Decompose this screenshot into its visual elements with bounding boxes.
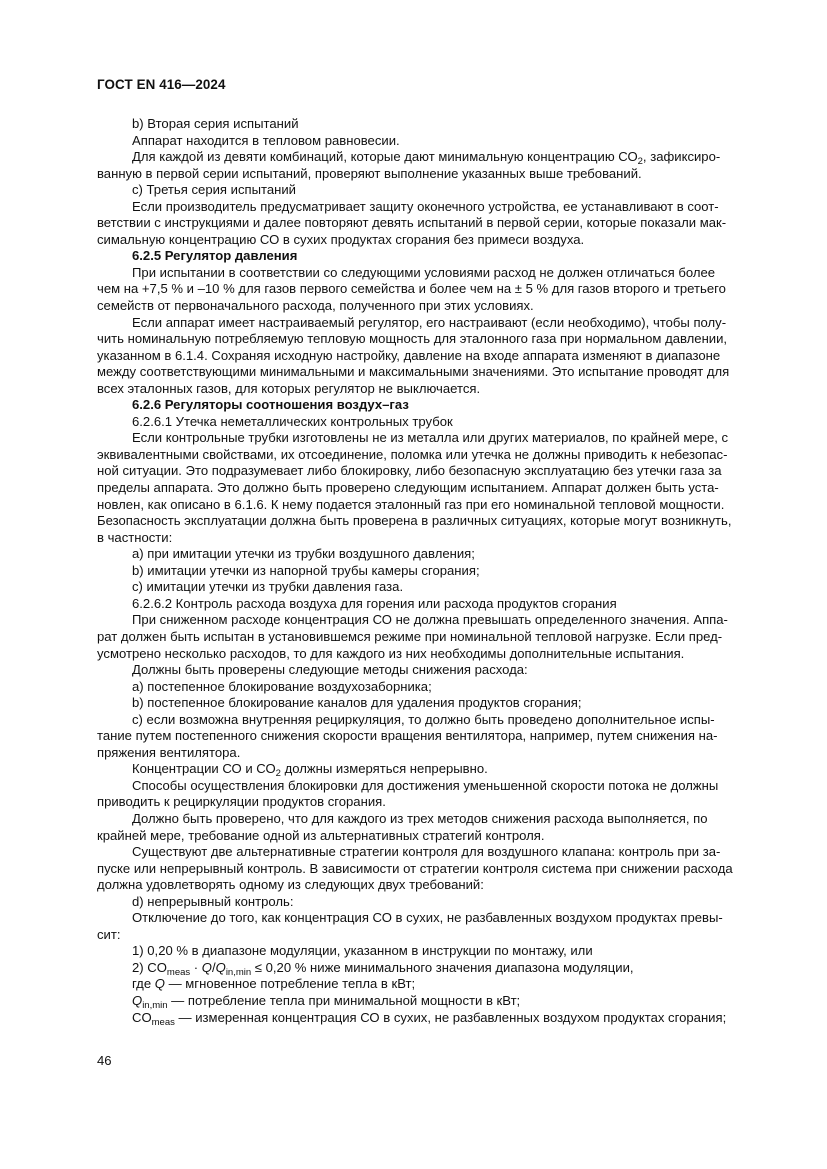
subscript: in,min (142, 999, 168, 1011)
text-run: должны измеряться непрерывно. (280, 761, 488, 777)
text-run: — мгновенное потребление тепла в кВт; (164, 976, 416, 992)
text-run: , зафиксиро- (642, 149, 721, 165)
paragraph: Должно быть проверено, что для каждого из трех методов снижения расхода выполняется, по (132, 810, 708, 826)
paragraph: указанном в 6.1.4. Сохраняя исходную настройку, давление на входе аппарата изменяют в диапазоне (97, 347, 721, 363)
subscript: meas (166, 966, 191, 978)
list-item: c) если возможна внутренняя рециркуляция, то должно быть проведено дополнительное испы- (132, 711, 715, 727)
subscript: in,min (225, 966, 252, 978)
page-number: 46 (97, 1053, 112, 1068)
section-heading-6-2-5: 6.2.5 Регулятор давления (132, 248, 298, 264)
text-run: — измеренная концентрация СО в сухих, не разбавленных воздухом продуктах сгорания; (174, 1009, 727, 1025)
list-item: b) имитации утечки из напорной трубы камеры сгорания; (132, 562, 480, 578)
variable-q: Q (154, 976, 165, 992)
paragraph: между соответствующими минимальными и максимальными значениями. Это испытание проводят для (97, 364, 730, 380)
paragraph: чем на +7,5 % и –10 % для газов первого семейства и более чем на ± 5 % для газов второго и третьего (97, 281, 726, 297)
paragraph: пуске или непрерывный контроль. В зависимости от стратегии контроля система при снижении расхода (97, 860, 733, 876)
list-item: b) постепенное блокирование каналов для удаления продуктов сгорания; (132, 695, 582, 711)
paragraph: усмотрено несколько расходов, то для каждого из них необходимы дополнительные испытания. (97, 645, 685, 661)
text-run: Для каждой из девяти комбинаций, которые дают минимальную концентрацию СО (132, 149, 638, 165)
paragraph: Безопасность эксплуатации должна быть проверена в различных ситуациях, которые могут возникнуть, (97, 513, 732, 529)
subscript: meas (151, 1016, 175, 1028)
paragraph (97, 149, 768, 166)
subscript: 2 (637, 156, 643, 168)
paragraph: Способы осуществления блокировки для достижения уменьшенной скорости потока не должны (132, 777, 719, 793)
text-run: — потребление тепла при минимальной мощности в кВт; (167, 992, 521, 1008)
paragraph: пряжения вентилятора. (97, 744, 241, 760)
text-run: ≤ 0,20 % ниже минимального значения диапазона модуляции, (251, 959, 634, 975)
paragraph: Существуют две альтернативные стратегии контроля для воздушного клапана: контроль при за- (132, 844, 721, 860)
paragraph: семейств от первоначального расхода, полученного при этих условиях. (97, 298, 534, 314)
paragraph: приводить к рециркуляции продуктов сгорания. (97, 794, 386, 810)
paragraph: Если производитель предусматривает защиту оконечного устройства, ее устанавливают в соот- (132, 198, 719, 214)
subsection-heading-6-2-6-1: 6.2.6.1 Утечка неметаллических контрольных трубок (132, 413, 453, 429)
paragraph: При сниженном расходе концентрация СО не должна превышать определенного значения. Аппа- (132, 612, 728, 628)
paragraph: ванную в первой серии испытаний, проверяют выполнение указанных выше требований. (97, 165, 642, 181)
list-item: 1) 0,20 % в диапазоне модуляции, указанном в инструкции по монтажу, или (132, 943, 593, 959)
paragraph: рат должен быть испытан в установившемся режиме при номинальной тепловой нагрузке. Если пред- (97, 628, 723, 644)
definition (97, 1010, 768, 1027)
list-item: a) при имитации утечки из трубки воздушного давления; (132, 546, 475, 562)
paragraph: в частности: (97, 529, 173, 545)
paragraph: сит: (97, 926, 121, 942)
paragraph: ветствии с инструкциями и далее повторяют девять испытаний в первой серии, которые показали мак- (97, 215, 727, 231)
paragraph: симальную концентрацию СО в сухих продуктах сгорания без примеси воздуха. (97, 231, 585, 247)
list-item: c) имитации утечки из трубки давления газа. (132, 579, 404, 595)
subscript: 2 (275, 768, 281, 780)
list-item-formula (97, 960, 768, 977)
variable-q: Q (215, 959, 226, 975)
text-run: / (211, 959, 216, 975)
paragraph: b) Вторая серия испытаний (132, 116, 299, 131)
paragraph: ной ситуации. Это подразумевает либо блокировку, либо безопасную эксплуатацию без утечки газа за (97, 463, 722, 479)
paragraph: Аппарат находится в тепловом равновесии. (132, 132, 400, 148)
paragraph: тание путем постепенного снижения скорости вращения вентилятора, например, путем снижения на- (97, 728, 718, 744)
paragraph: всех эталонных газов, для которых регулятор не выключается. (97, 380, 481, 396)
definition (97, 993, 768, 1010)
list-item: a) постепенное блокирование воздухозаборника; (132, 678, 432, 694)
subsection-heading-6-2-6-2: 6.2.6.2 Контроль расхода воздуха для горения или расхода продуктов сгорания (132, 595, 617, 611)
paragraph: должна удовлетворять одному из следующих двух требований: (97, 877, 484, 893)
paragraph (97, 761, 768, 778)
text-run: где (132, 976, 155, 992)
paragraph: крайней мере, требование одной из альтернативных стратегий контроля. (97, 827, 545, 843)
text-run: · (190, 959, 202, 975)
definition (97, 976, 768, 993)
paragraph: При испытании в соответствии со следующими условиями расход не должен отличаться более (132, 264, 716, 280)
paragraph: Если аппарат имеет настраиваемый регулятор, его настраивают (если необходимо), чтобы полу- (132, 314, 727, 330)
list-item: d) непрерывный контроль: (132, 893, 294, 909)
document-body (97, 116, 768, 1026)
paragraph: Отключение до того, как концентрация СО в сухих, не разбавленных воздухом продуктах превы- (132, 910, 723, 926)
paragraph: новлен, как описано в 6.1.6. К нему подается эталонный газ при его номинальной тепловой мощности. (97, 496, 725, 512)
paragraph: эквивалентными свойствами, их отсоединение, поломка или утечка не должны приводить к небезопас- (97, 446, 728, 462)
paragraph: Если контрольные трубки изготовлены не из металла или других материалов, по крайней мере, с (132, 430, 729, 446)
document-header: ГОСТ EN 416—2024 (97, 77, 226, 92)
paragraph: пределы аппарата. Это должно быть проверено следующим испытанием. Аппарат должен быть уста- (97, 480, 719, 496)
text-run: 2) CO (132, 959, 167, 975)
section-heading-6-2-6: 6.2.6 Регуляторы соотношения воздух–газ (132, 397, 409, 413)
paragraph: с) Третья серия испытаний (132, 182, 296, 198)
variable-q: Q (132, 992, 143, 1008)
paragraph: чить номинальную потребляемую тепловую мощность для эталонного газа при нормальном давлении, (97, 331, 728, 347)
paragraph: Должны быть проверены следующие методы снижения расхода: (132, 662, 528, 678)
variable-q: Q (201, 959, 212, 975)
text-run: Концентрации СО и СО (132, 761, 276, 777)
text-run: CO (132, 1009, 152, 1025)
